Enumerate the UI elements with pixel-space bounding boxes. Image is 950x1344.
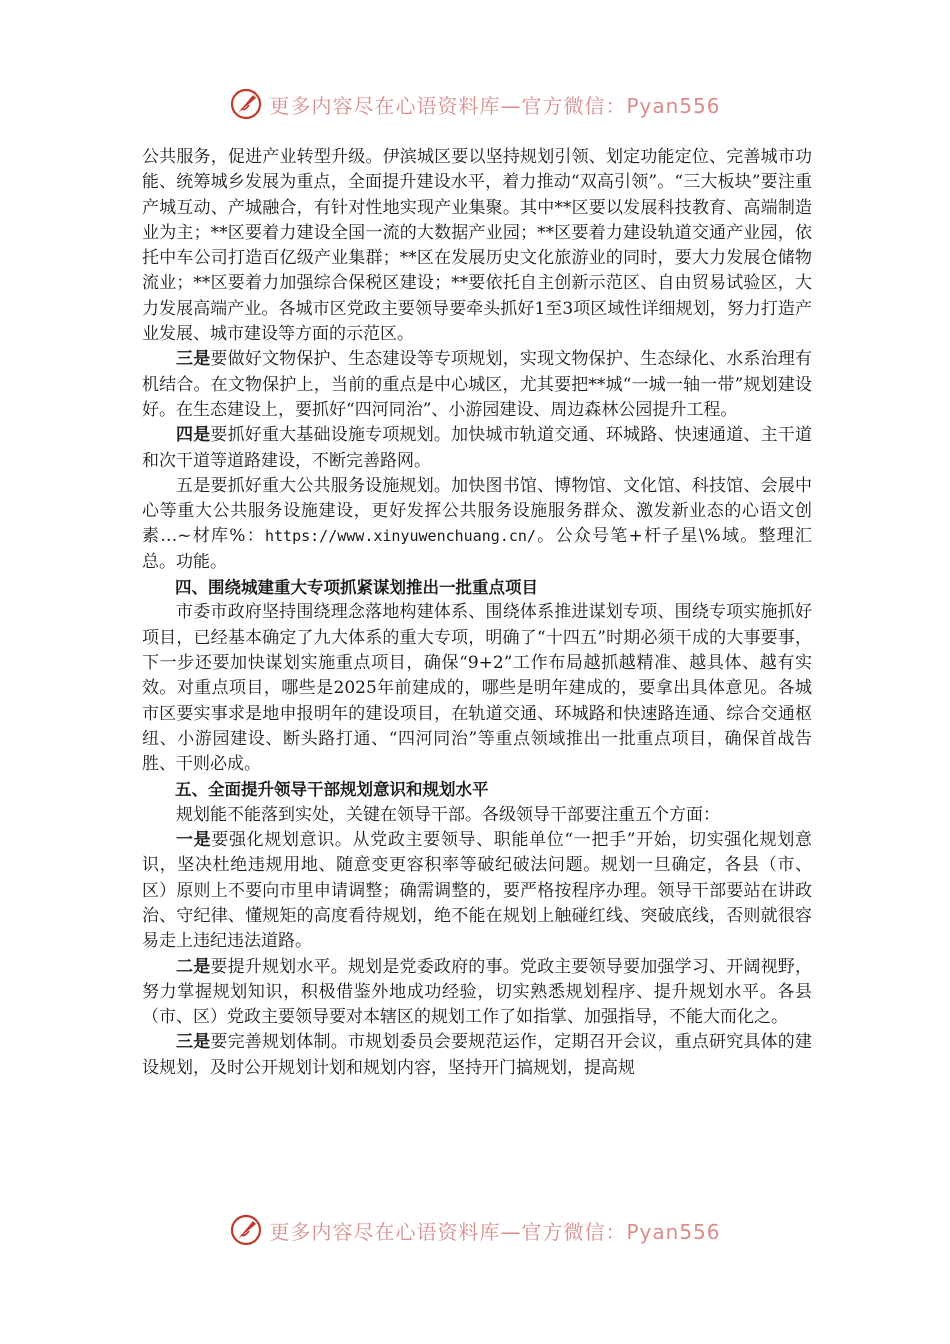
- footer-banner: [0, 1210, 950, 1250]
- body-paragraph: [142, 145, 812, 347]
- quill-logo-icon: [229, 87, 263, 121]
- inline-url: https://www.xinyuwenchuang.cn/: [264, 527, 536, 546]
- banner-label: 官方微信：: [521, 93, 627, 118]
- body-paragraph: [142, 423, 812, 474]
- header-banner: [0, 84, 950, 124]
- quill-logo-icon: [229, 1213, 263, 1247]
- body-paragraph: [142, 474, 812, 575]
- banner-brand: 更多内容尽在心语资料库: [269, 93, 501, 118]
- paragraph-text: 要完善规划体制。市规划委员会要规范运作，定期召开会议，重点研究具体的建设规划，及时公开规划计划和规划内容，坚持开门搞规划，提高规: [142, 1032, 813, 1078]
- paragraph-text: 市委市政府坚持围绕理念落地构建体系、围绕体系推进谋划专项、围绕专项实施抓好项目，已经基本确定了九大体系的重大专项，明确了“十四五”时期必须干成的大事要事，下一步还要加快谋划实施重点项目，确保“9+2”工作布局越抓越精准、越具体、越有实效。对重点项目，哪些是2025年前建成的，哪些是明年建成的，要拿出具体意见。各城市区要实事求是地申报明年的建设项目，在轨道交通、环城路和快速路连通、综合交通枢纽、小游园建设、断头路打通、“四河同治”等重点领域推出一批重点项目，确保首战告胜、干则必成。: [142, 602, 812, 775]
- body-paragraph: [142, 1030, 812, 1081]
- paragraph-tail: 。公众号笔+杆子星\%域。整理汇总。功能。: [142, 526, 812, 572]
- paragraph-lead: 三是: [176, 349, 211, 370]
- banner-wechat-id: Pyan556: [626, 1219, 721, 1244]
- banner-text: [269, 1216, 720, 1245]
- paragraph-text: 要抓好重大基础设施专项规划。加快城市轨道交通、环城路、快速通道、主干道和次干道等道路建设，不断完善路网。: [142, 425, 813, 471]
- paragraph-text: 要强化规划意识。从党政主要领导、职能单位“一把手”开始，切实强化规划意识，坚决杜绝违规用地、随意变更容积率等破纪破法问题。规划一旦确定，各县（市、区）原则上不要向市里申请调整；确需调整的，要严格按程序办理。领导干部要站在讲政治、守纪律、懂规矩的高度看待规划，绝不能在规划上触碰红线、突破底线，否则就很容易走上违纪违法道路。: [142, 830, 812, 952]
- document-body: [142, 145, 812, 1081]
- banner-label: 官方微信：: [521, 1219, 627, 1244]
- paragraph-text: 要提升规划水平。规划是党委政府的事。党政主要领导要加强学习、开阔视野，努力掌握规划知识，积极借鉴外地成功经验，切实熟悉规划程序、提升规划水平。各县（市、区）党政主要领导要对本辖区的规划工作了如指掌、加强指导，不能大而化之。: [142, 956, 813, 1028]
- banner-separator: —: [500, 93, 522, 118]
- body-paragraph: [142, 600, 812, 777]
- paragraph-lead: 三是: [176, 1032, 211, 1053]
- body-paragraph: [142, 955, 812, 1031]
- banner-separator: —: [500, 1219, 522, 1244]
- body-paragraph: [142, 347, 812, 423]
- section-heading: 四、围绕城建重大专项抓紧谋划推出一批重点项目: [175, 578, 538, 598]
- paragraph-text: 规划能不能落到实处，关键在领导干部。各级领导干部要注重五个方面：: [176, 804, 720, 825]
- paragraph-lead: 二是: [176, 956, 211, 977]
- paragraph-lead: 四是: [176, 425, 211, 446]
- banner-text: [269, 90, 720, 119]
- paragraph-text: 五是要抓好重大公共服务设施规划。加快图书馆、博物馆、文化馆、科技馆、会展中心等重大公共服务设施建设，更好发挥公共服务设施服务群众、激发新业态的心语文创素…~材库%：: [142, 475, 812, 547]
- section-heading: 五、全面提升领导干部规划意识和规划水平: [175, 780, 489, 800]
- paragraph-text: 公共服务，促进产业转型升级。伊滨城区要以坚持规划引领、划定功能定位、完善城市功能、统筹城乡发展为重点，全面提升建设水平，着力推动“双高引领”。“三大板块”要注重产城互动、产城融合，有针对性地实现产业集聚。其中**区要以发展科技教育、高端制造业为主；**区要着力建设全国一流的大数据产业园；**区要着力建设轨道交通产业园，依托中车公司打造百亿级产业集群；**区在发展历史文化旅游业的同时，要大力发展仓储物流业；**区要着力加强综合保税区建设；**要依托自主创新示范区、自由贸易试验区，大力发展高端产业。各城市区党政主要领导要牵头抓好1至3项区域性详细规划，努力打造产业发展、城市建设等方面的示范区。: [142, 147, 812, 345]
- banner-brand: 更多内容尽在心语资料库: [269, 1219, 501, 1244]
- body-paragraph: [142, 828, 812, 954]
- paragraph-text: 要做好文物保护、生态建设等专项规划，实现文物保护、生态绿化、水系治理有机结合。在文物保护上，当前的重点是中心城区，尤其要把**城“一城一轴一带”规划建设好。在生态建设上，要抓好“四河同治”、小游园建设、周边森林公园提升工程。: [142, 349, 813, 420]
- body-paragraph: [142, 803, 812, 828]
- banner-wechat-id: Pyan556: [626, 93, 721, 118]
- paragraph-lead: 一是: [176, 830, 212, 851]
